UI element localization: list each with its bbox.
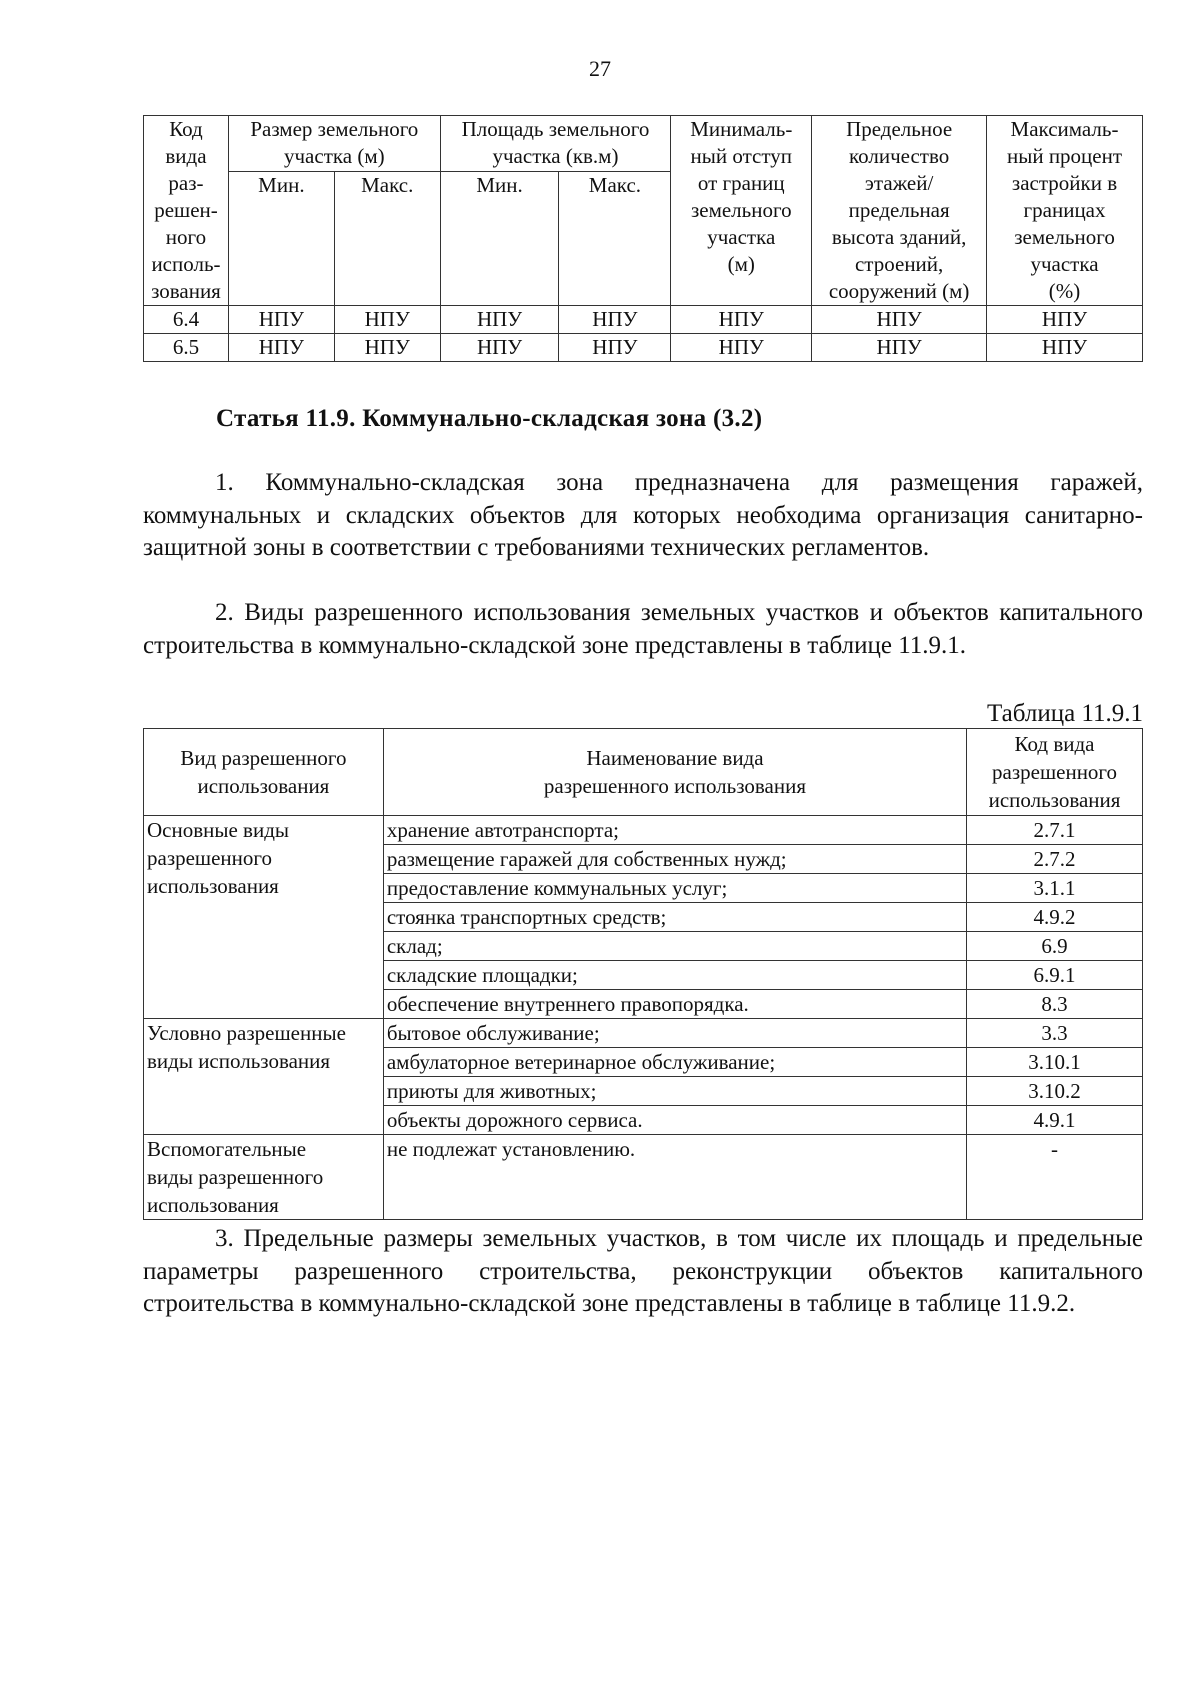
use-name: обеспечение внутреннего правопорядка.	[383, 990, 966, 1019]
cell: НПУ	[671, 306, 812, 334]
group-label: Основные виды разрешенного использования	[144, 816, 384, 1019]
table-row	[144, 1019, 1143, 1048]
header-code: Код вида раз- решен- ного исполь- зования	[144, 116, 229, 306]
header-coverage: Максималь- ный процент застройки в границах земельного участка (%)	[987, 116, 1143, 306]
cell: НПУ	[228, 306, 334, 334]
table-row	[144, 334, 1143, 362]
use-code: 2.7.2	[967, 845, 1143, 874]
cell: 6.5	[144, 334, 229, 362]
use-name: склад;	[383, 932, 966, 961]
cell: НПУ	[334, 334, 440, 362]
paragraph-3: 3. Предельные размеры земельных участков, в том числе их площадь и предельные параметры разрешенного строительства, реконструкции объектов капитального строительства в коммунально-складской зоне представлены в таблице в таблице 11.9.2.	[143, 1225, 1143, 1317]
header-name: Наименование вида разрешенного использования	[383, 729, 966, 816]
use-code: 3.3	[967, 1019, 1143, 1048]
use-code: 2.7.1	[967, 816, 1143, 845]
use-name: амбулаторное ветеринарное обслуживание;	[383, 1048, 966, 1077]
header-size-max: Макс.	[334, 172, 440, 306]
cell: НПУ	[440, 334, 559, 362]
use-code: 3.10.2	[967, 1077, 1143, 1106]
cell: НПУ	[812, 334, 987, 362]
table-row	[144, 306, 1143, 334]
use-name: бытовое обслуживание;	[383, 1019, 966, 1048]
header-kind: Вид разрешенного использования	[144, 729, 384, 816]
table-caption: Таблица 11.9.1	[987, 700, 1143, 727]
permitted-uses-table	[143, 728, 1143, 1220]
cell: 6.4	[144, 306, 229, 334]
paragraph-1: 1. Коммунально-складская зона предназначена для размещения гаражей, коммунальных и складских объектов для которых необходима организация санитарно-защитной зоны в соответствии с требованиями технических регламентов.	[143, 469, 1143, 561]
header-code: Код вида разрешенного использования	[967, 729, 1143, 816]
use-code: 6.9.1	[967, 961, 1143, 990]
uses-table-body	[144, 816, 1143, 1220]
cell: НПУ	[987, 306, 1143, 334]
header-size: Размер земельного участка (м)	[228, 116, 440, 172]
table-row	[144, 1135, 1143, 1220]
use-name: предоставление коммунальных услуг;	[383, 874, 966, 903]
use-code: 3.1.1	[967, 874, 1143, 903]
use-code: 8.3	[967, 990, 1143, 1019]
use-code: 6.9	[967, 932, 1143, 961]
header-area: Площадь земельного участка (кв.м)	[440, 116, 671, 172]
header-setback: Минималь- ный отступ от границ земельного участка (м)	[671, 116, 812, 306]
use-name: объекты дорожного сервиса.	[383, 1106, 966, 1135]
cell: НПУ	[559, 334, 671, 362]
use-name: приюты для животных;	[383, 1077, 966, 1106]
cell: НПУ	[334, 306, 440, 334]
header-floors: Предельное количество этажей/ предельная высота зданий, строений, сооружений (м)	[812, 116, 987, 306]
cell: НПУ	[671, 334, 812, 362]
cell: НПУ	[228, 334, 334, 362]
header-size-min: Мин.	[228, 172, 334, 306]
article-heading: Статья 11.9. Коммунально-складская зона (3.2)	[216, 405, 763, 432]
use-code: 4.9.2	[967, 903, 1143, 932]
use-name: размещение гаражей для собственных нужд;	[383, 845, 966, 874]
page-number: 27	[589, 56, 611, 81]
use-name: складские площадки;	[383, 961, 966, 990]
use-code: -	[967, 1135, 1143, 1220]
header-area-min: Мин.	[440, 172, 559, 306]
cell: НПУ	[812, 306, 987, 334]
use-name: не подлежат установлению.	[383, 1135, 966, 1220]
group-label: Вспомогательные виды разрешенного использования	[144, 1135, 384, 1220]
table-row	[144, 816, 1143, 845]
paragraph-2: 2. Виды разрешенного использования земельных участков и объектов капитального строительства в коммунально-складской зоне представлены в таблице 11.9.1.	[143, 599, 1143, 659]
cell: НПУ	[987, 334, 1143, 362]
use-code: 3.10.1	[967, 1048, 1143, 1077]
land-parameters-table	[143, 115, 1143, 362]
header-area-max: Макс.	[559, 172, 671, 306]
use-name: хранение автотранспорта;	[383, 816, 966, 845]
cell: НПУ	[559, 306, 671, 334]
group-label: Условно разрешенные виды использования	[144, 1019, 384, 1135]
use-code: 4.9.1	[967, 1106, 1143, 1135]
cell: НПУ	[440, 306, 559, 334]
use-name: стоянка транспортных средств;	[383, 903, 966, 932]
